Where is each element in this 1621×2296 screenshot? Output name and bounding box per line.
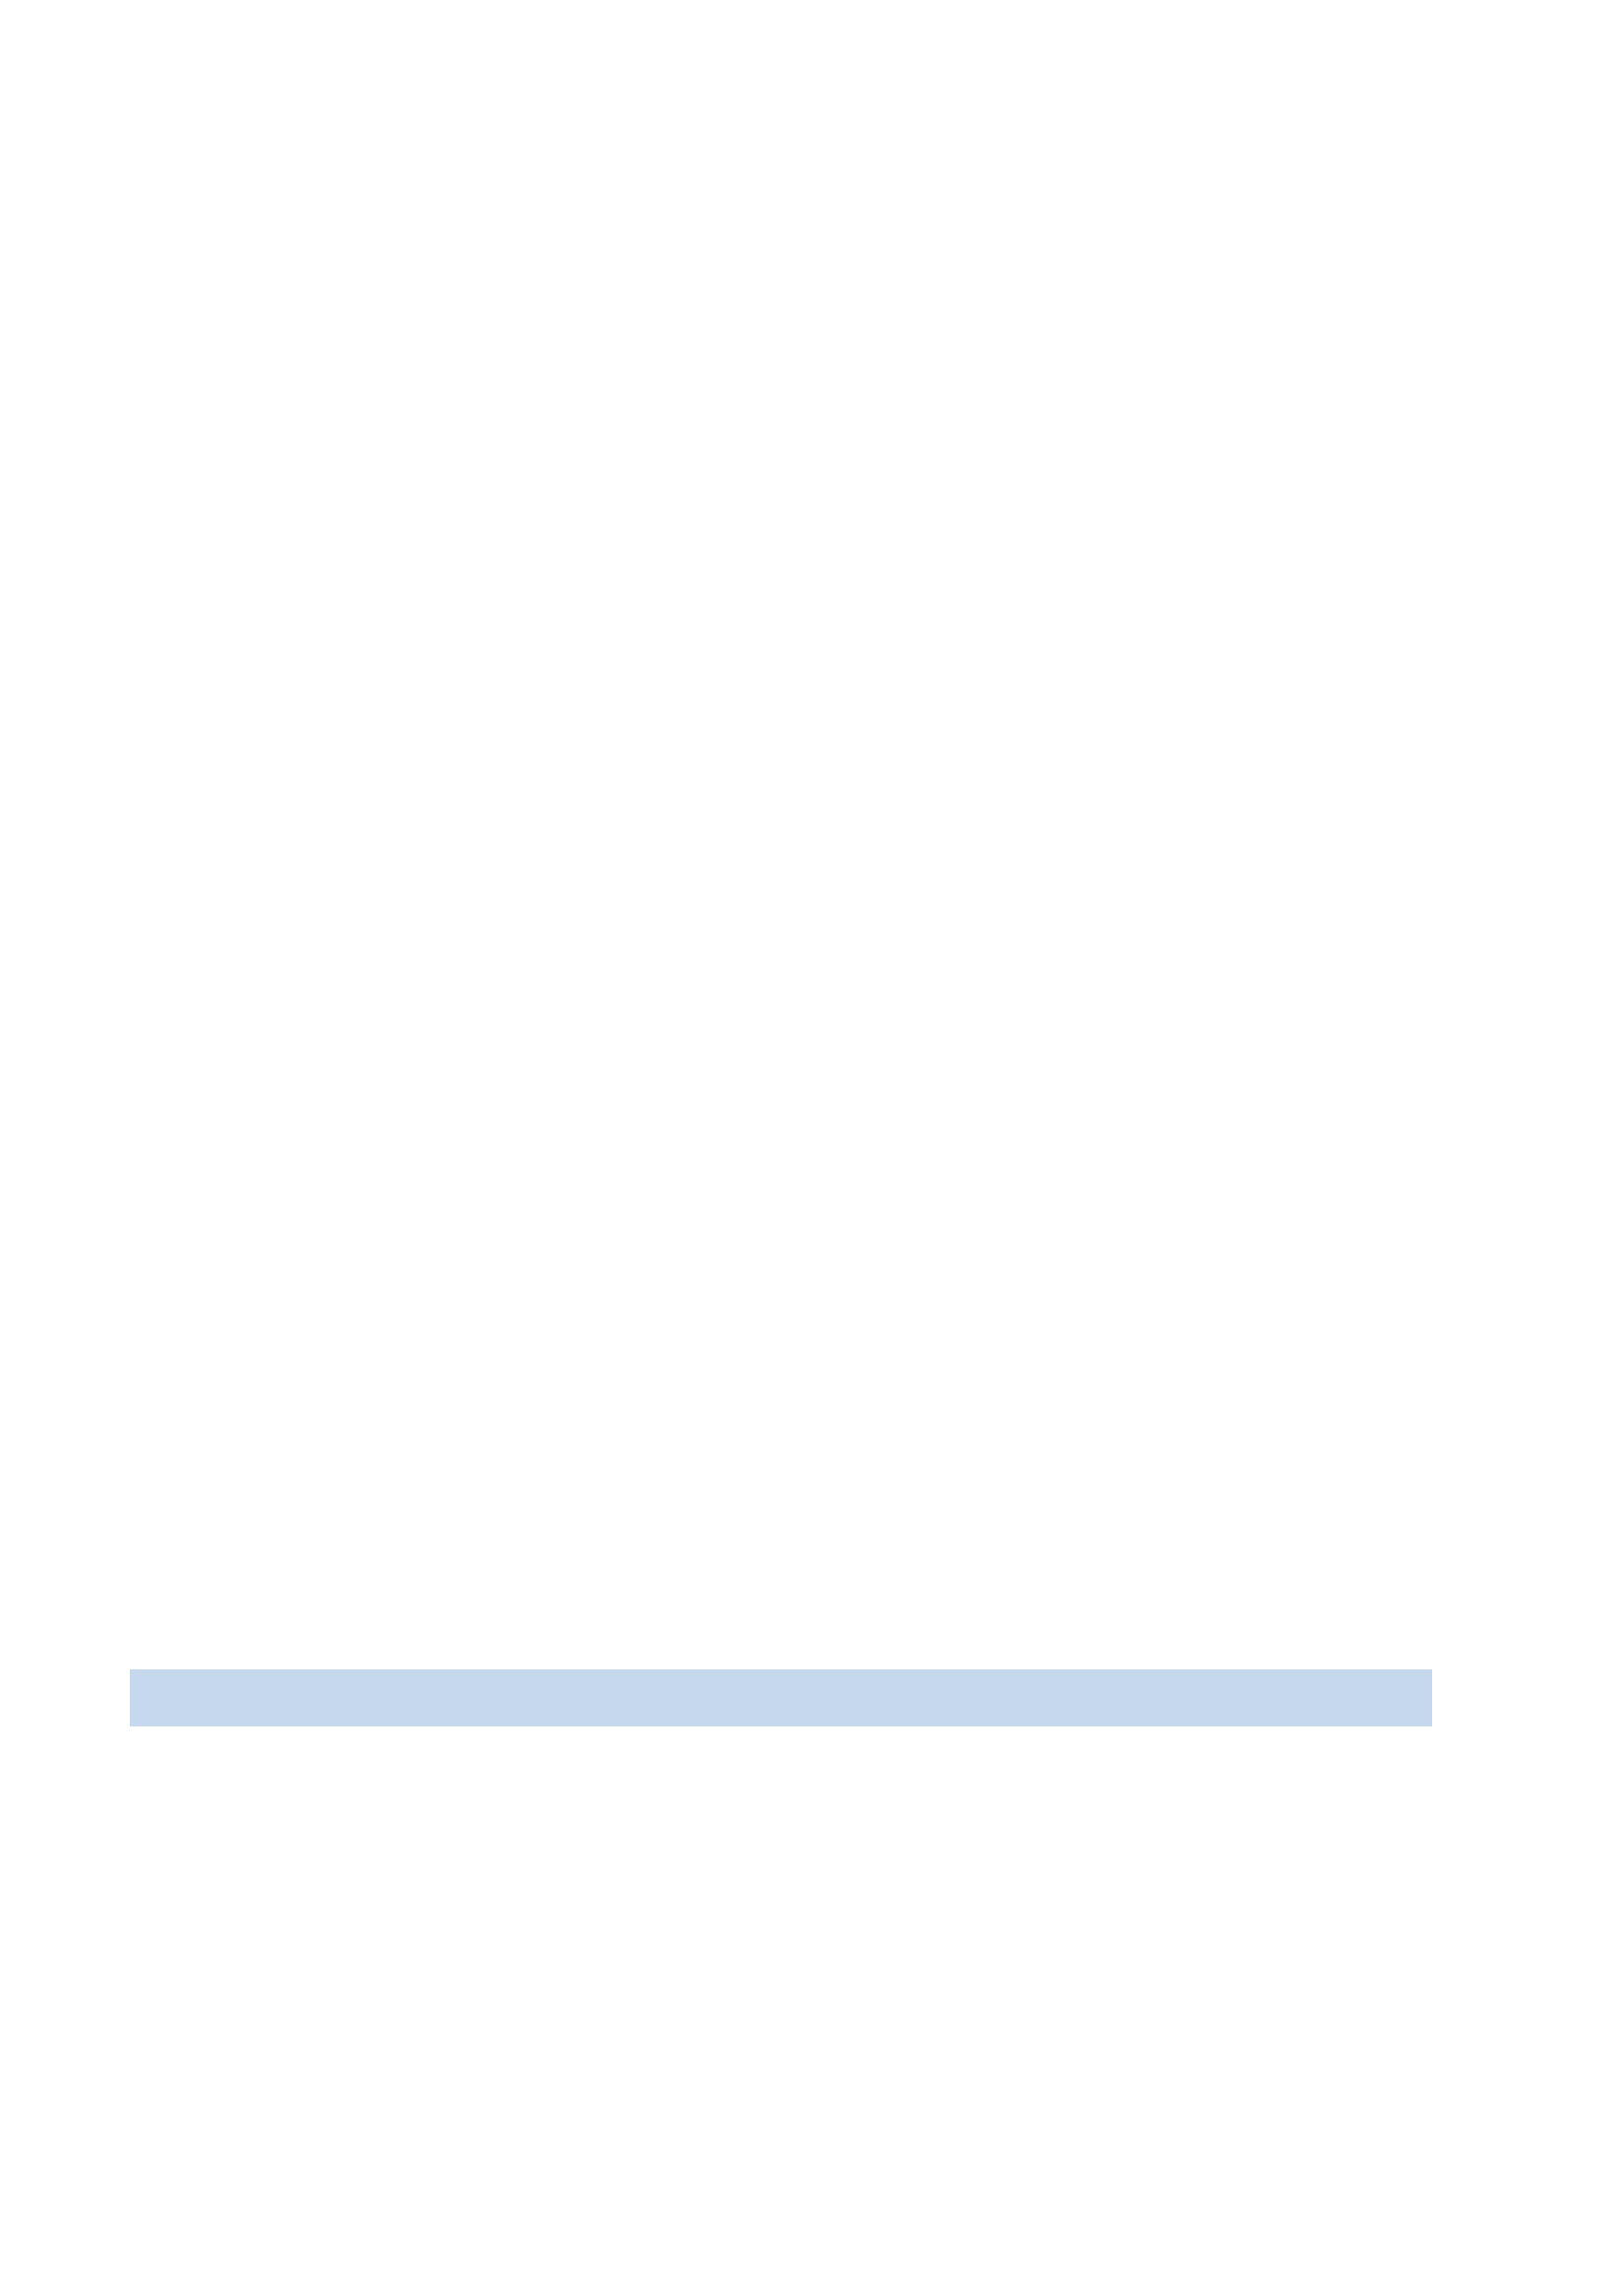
section-16-header <box>130 1669 1432 1726</box>
